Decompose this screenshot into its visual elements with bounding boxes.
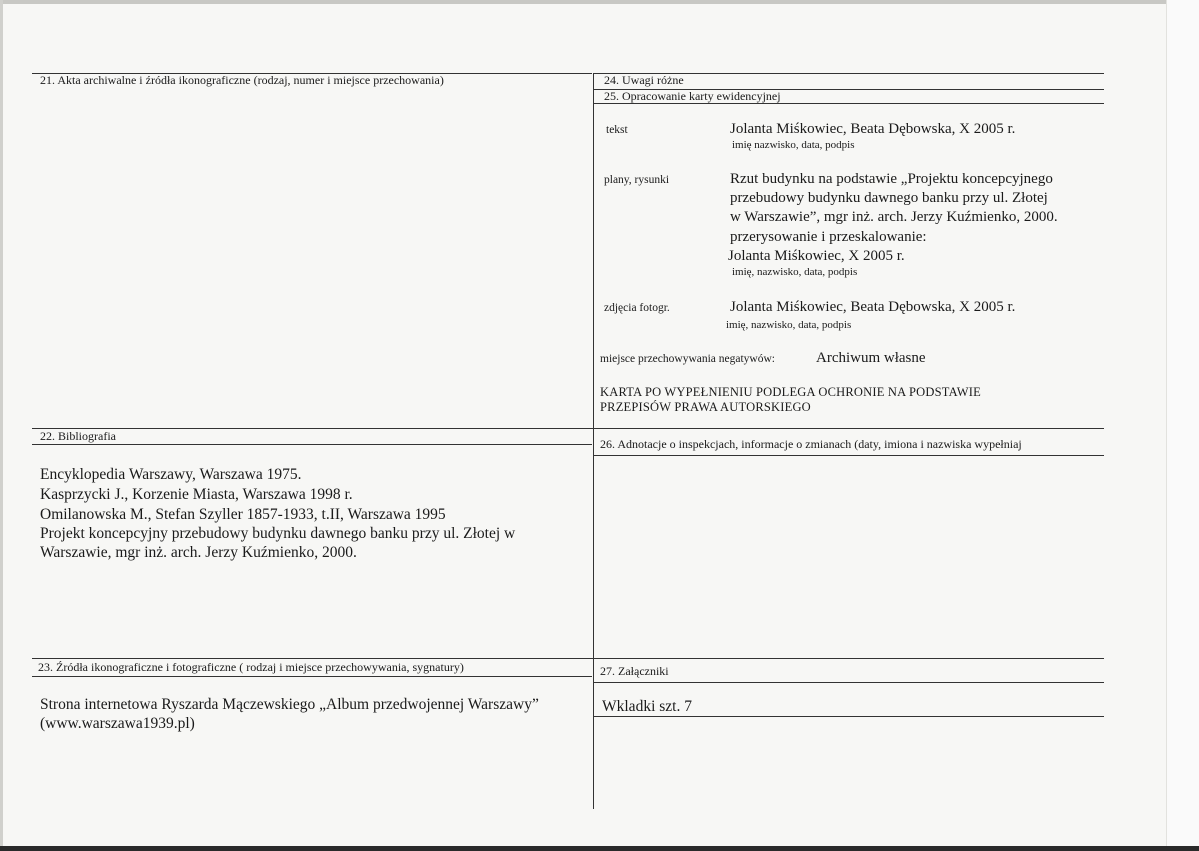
section-21-header: 21. Akta archiwalne i źródła ikonograficzne (rodzaj, numer i miejsce przechowania)	[40, 73, 444, 87]
plany-line-5: Jolanta Miśkowiec, X 2005 r.	[728, 248, 905, 264]
scan-edge-top	[0, 0, 1199, 4]
section-27-header: 27. Załączniki	[600, 664, 669, 678]
plany-line-3: w Warszawie”, mgr inż. arch. Jerzy Kuźmienko, 2000.	[730, 209, 1058, 225]
tekst-value: Jolanta Miśkowiec, Beata Dębowska, X 2005 r.	[730, 121, 1016, 137]
plany-caption: imię, nazwisko, data, podpis	[732, 266, 858, 278]
zdjecia-label: zdjęcia fotogr.	[604, 302, 670, 314]
zdjecia-value: Jolanta Miśkowiec, Beata Dębowska, X 2005 r.	[730, 299, 1016, 315]
section-26-header: 26. Adnotacje o inspekcjach, informacje o zmianach (daty, imiona i nazwiska wypełniaj	[600, 437, 1022, 451]
section-23-header-line	[32, 676, 592, 677]
row-bottom-line	[32, 658, 1104, 659]
plany-line-2: przebudowy budynku dawnego banku przy ul. Złotej	[730, 190, 1048, 206]
bibliography-entry: Warszawie, mgr inż. arch. Jerzy Kuźmienko, 2000.	[40, 544, 357, 561]
section-22-header-line	[32, 444, 592, 445]
section-25-header: 25. Opracowanie karty ewidencyjnej	[604, 89, 781, 103]
section-23-header: 23. Źródła ikonograficzne i fotograficzne ( rodzaj i miejsce przechowywania, sygnatury)	[38, 660, 464, 674]
negatywy-label: miejsce przechowywania negatywów:	[600, 353, 775, 365]
bibliography-entry: Kasprzycki J., Korzenie Miasta, Warszawa 1998 r.	[40, 486, 353, 503]
scan-edge-bottom	[0, 846, 1199, 851]
bibliography-entry: Omilanowska M., Stefan Szyller 1857-1933, t.II, Warszawa 1995	[40, 506, 446, 523]
scan-edge-right	[1166, 0, 1199, 851]
plany-line-4: przerysowanie i przeskalowanie:	[730, 229, 927, 245]
iconographic-source-line-2: (www.warszawa1939.pl)	[40, 715, 195, 732]
tekst-caption: imię nazwisko, data, podpis	[732, 139, 855, 151]
section-24-header: 24. Uwagi różne	[604, 73, 684, 87]
section-26-header-line	[594, 455, 1104, 456]
bibliography-entry: Encyklopedia Warszawy, Warszawa 1975.	[40, 466, 302, 483]
column-divider	[593, 73, 594, 809]
scan-edge-left	[0, 0, 3, 851]
bibliography-entry: Projekt koncepcyjny przebudowy budynku dawnego banku przy ul. Złotej w	[40, 525, 516, 542]
attachments-value: Wkladki szt. 7	[602, 698, 692, 715]
copyright-notice-line-2: PRZEPISÓW PRAWA AUTORSKIEGO	[600, 400, 811, 414]
copyright-notice-line-1: KARTA PO WYPEŁNIENIU PODLEGA OCHRONIE NA PODSTAWIE	[600, 385, 982, 399]
zdjecia-caption: imię, nazwisko, data, podpis	[726, 319, 852, 331]
section-27-value-line	[594, 716, 1104, 717]
plany-label: plany, rysunki	[604, 174, 670, 186]
plany-line-1: Rzut budynku na podstawie „Projektu koncepcyjnego	[730, 171, 1053, 187]
iconographic-source-line-1: Strona internetowa Ryszarda Mączewskiego „Album przedwojennej Warszawy”	[40, 696, 539, 713]
tekst-label: tekst	[606, 124, 628, 136]
row-middle-line	[32, 428, 1104, 429]
negatywy-value: Archiwum własne	[816, 350, 926, 366]
section-27-header-line	[594, 682, 1104, 683]
section-22-header: 22. Bibliografia	[40, 429, 116, 443]
